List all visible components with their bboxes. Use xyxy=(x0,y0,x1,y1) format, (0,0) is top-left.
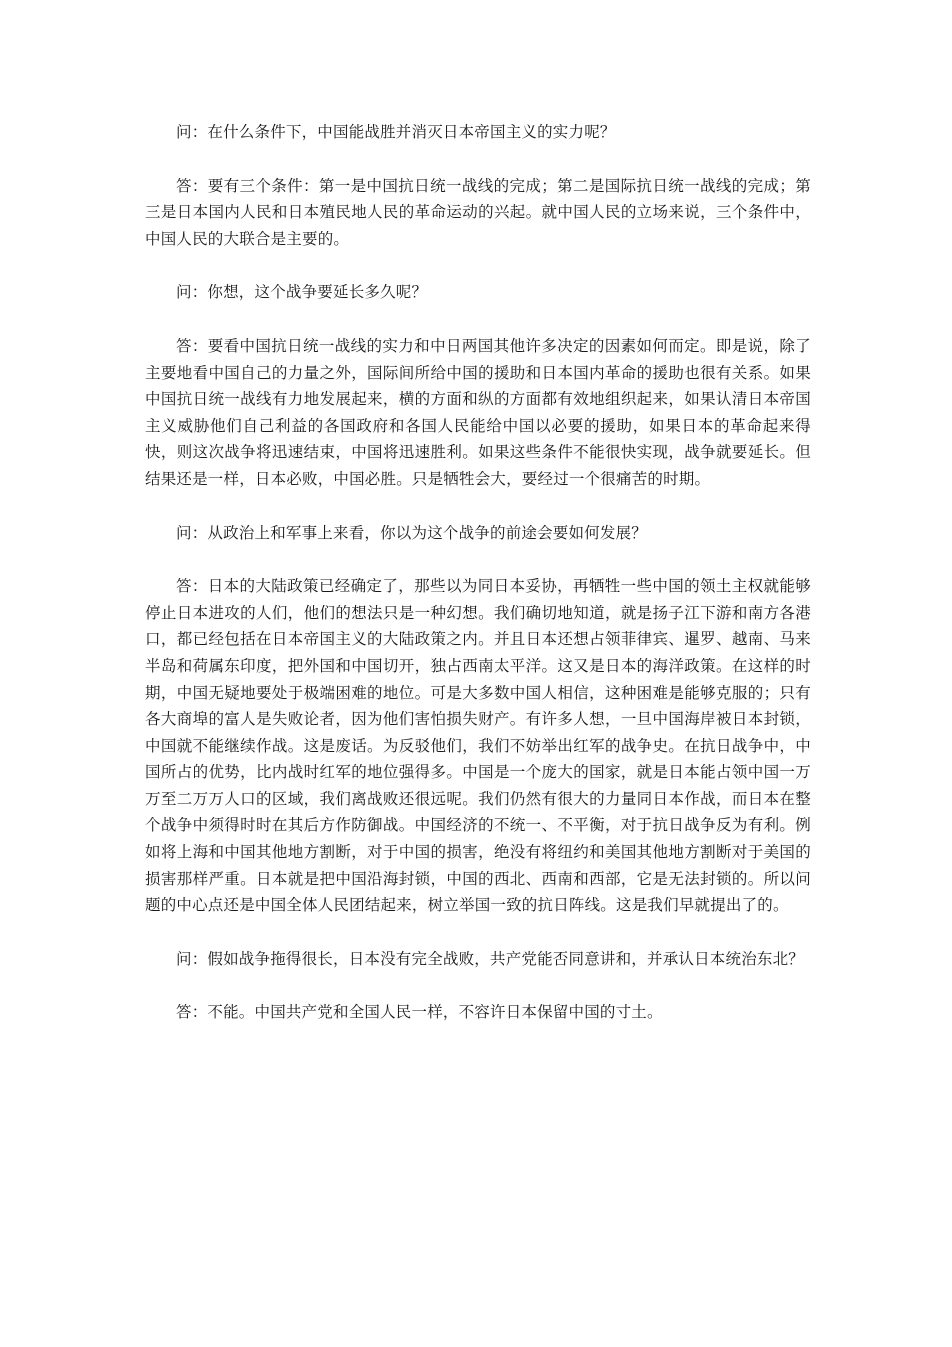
paragraph-spacer xyxy=(145,146,811,173)
paragraph-spacer xyxy=(145,252,811,279)
question-paragraph: 问：在什么条件下，中国能战胜并消灭日本帝国主义的实力呢？ xyxy=(176,123,616,141)
paragraph-spacer xyxy=(145,493,811,520)
paragraph-spacer xyxy=(145,306,811,333)
paragraph-spacer xyxy=(145,546,811,573)
paragraph-spacer xyxy=(145,919,811,946)
question-paragraph: 问：从政治上和军事上来看，你以为这个战争的前途会要如何发展？ xyxy=(176,523,648,542)
answer-paragraph: 答：日本的大陆政策已经确定了，那些以为同日本妥协，再牺牲一些中国的领土主权就能够停止日本进攻的人们，他们的想法只是一种幻想。我们确切地知道，就是扬子江下游和南方各港口，都已经包括在日本帝国主义的大陆政策之内。并且日本还想占领菲律宾、暹罗、越南、马来半岛和荷属东印度，把外国和中国切开，独占西南太平洋。这又是日本的海洋政策。在这样的时期，中国无疑地要处于极端困难的地位。可是大多数中国人相信，这种困难是能够克服的；只有各大商埠的富人是失败论者，因为他们害怕损失财产。有许多人想，一旦中国海岸被日本封锁，中国就不能继续作战。这是废话。为反驳他们，我们不妨举出红军的战争史。在抗日战争中，中国所占的优势，比内战时红军的地位强得多。中国是一个庞大的国家，就是日本能占领中国一万万至二万万人口的区域，我们离战败还很远呢。我们仍然有很大的力量同日本作战，而日本在整个战争中须得时时在其后方作防御战。中国经济的不统一、不平衡，对于抗日战争反为有利。例如将上海和中国其他地方割断，对于中国的损害，绝没有将纽约和美国其他地方割断对于美国的损害那样严重。日本就是把中国沿海封锁，中国的西北、西南和西部，它是无法封锁的。所以问题的中心点还是中国全体人民团结起来，树立举国一致的抗日阵线。这是我们早就提出了的。 xyxy=(145,577,811,915)
answer-paragraph: 答：要有三个条件：第一是中国抗日统一战线的完成；第二是国际抗日统一战线的完成；第三是日本国内人民和日本殖民地人民的革命运动的兴起。就中国人民的立场来说，三个条件中，中国人民的大联合是主要的。 xyxy=(145,176,811,248)
answer-paragraph: 答：不能。中国共产党和全国人民一样，不容许日本保留中国的寸土。 xyxy=(176,1003,663,1022)
question-paragraph: 问：你想，这个战争要延长多久呢？ xyxy=(176,283,428,302)
answer-paragraph: 答：要看中国抗日统一战线的实力和中日两国其他许多决定的因素如何而定。即是说，除了主要地看中国自己的力量之外，国际间所给中国的援助和日本国内革命的援助也很有关系。如果中国抗日统一战线有力地发展起来，横的方面和纵的方面都有效地组织起来，如果认清日本帝国主义威胁他们自己利益的各国政府和各国人民能给中国以必要的援助，如果日本的革命起来得快，则这次战争将迅速结束，中国将迅速胜利。如果这些条件不能很快实现，战争就要延长。但结果还是一样，日本必败，中国必胜。只是牺牲会大，要经过一个很痛苦的时期。 xyxy=(145,336,811,488)
question-paragraph: 问：假如战争拖得很长，日本没有完全战败，共产党能否同意讲和，并承认日本统治东北？ xyxy=(176,949,805,968)
paragraph-spacer xyxy=(145,972,811,999)
document-body xyxy=(145,119,811,1026)
